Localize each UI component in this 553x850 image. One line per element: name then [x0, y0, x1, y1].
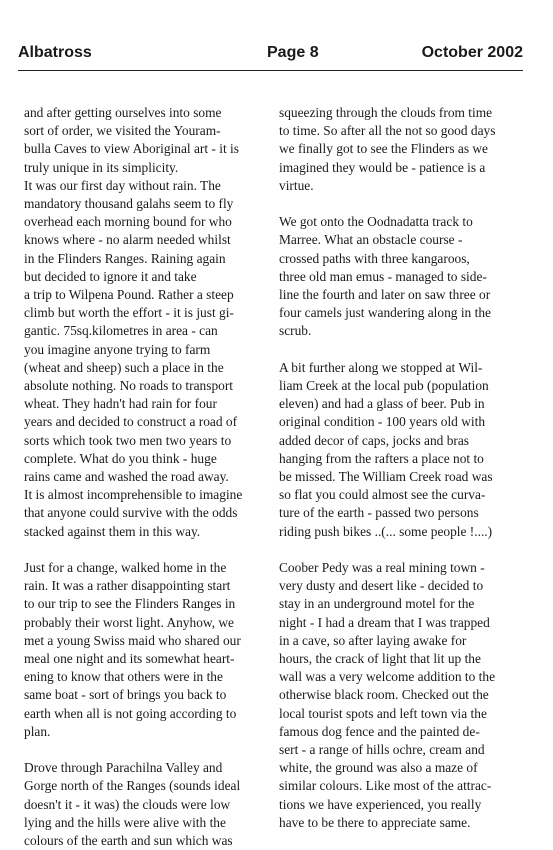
text-line: sorts which took two men two years to: [24, 432, 232, 448]
text-line: hanging from the rafters a place not to: [279, 450, 484, 466]
text-line: Drove through Parachilna Valley and: [24, 760, 223, 776]
text-line: famous dog fence and the painted de-: [279, 723, 480, 739]
paragraph-gap: [279, 341, 519, 359]
text-line: three old man emus - managed to side-: [279, 268, 487, 284]
text-line: local tourist spots and left town via the: [279, 705, 487, 721]
text-line: same boat - sort of brings you back to: [24, 687, 227, 703]
paragraph: [279, 359, 519, 541]
text-line: sort of order, we visited the Youram-: [24, 123, 221, 139]
text-line: meal one night and its somewhat heart-: [24, 651, 235, 667]
text-line: rains came and washed the road away.: [24, 469, 229, 485]
text-line: scrub.: [279, 323, 312, 339]
text-line: a trip to Wilpena Pound. Rather a steep: [24, 287, 234, 303]
text-line: otherwise black room. Checked out the: [279, 687, 489, 703]
text-line: and after getting ourselves into some: [24, 105, 222, 120]
issue-date: October 2002: [421, 44, 523, 61]
text-line: similar colours. Like most of the attrac-: [279, 778, 492, 794]
text-line: squeezing through the clouds from time: [279, 105, 493, 120]
text-line: It is almost incomprehensible to imagine: [24, 487, 243, 503]
text-line: in the Flinders Ranges. Raining again: [24, 250, 226, 266]
text-line: truly unique in its simplicity.: [24, 159, 179, 175]
text-line: but decided to ignore it and take: [24, 268, 197, 284]
text-line: very dusty and desert like - decided to: [279, 578, 484, 594]
text-line: tions we have experienced, you really: [279, 796, 482, 812]
paragraph: [279, 213, 519, 340]
text-line: be missed. The William Creek road was: [279, 469, 493, 485]
text-line: complete. What do you think - huge: [24, 450, 217, 466]
text-line: stay in an underground motel for the: [279, 596, 475, 612]
text-line: probably their worst light. Anyhow, we: [24, 614, 235, 630]
text-line: Just for a change, walked home in the: [24, 560, 227, 576]
paragraph-gap: [24, 741, 266, 759]
text-line: to time. So after all the not so good days: [279, 123, 496, 139]
text-line: hours, the crack of light that lit up the: [279, 651, 481, 667]
text-line: rain. It was a rather disappointing start: [24, 578, 231, 594]
paragraph-gap: [24, 541, 266, 559]
text-line: liam Creek at the local pub (population: [279, 378, 489, 394]
page-number: Page 8: [267, 44, 319, 61]
newsletter-title: Albatross: [18, 44, 92, 61]
text-line: A bit further along we stopped at Wil-: [279, 359, 483, 375]
text-line: sert - a range of hills ochre, cream and: [279, 742, 485, 758]
paragraph: [24, 759, 266, 850]
text-line: (wheat and sheep) such a place in the: [24, 359, 224, 375]
text-line: that anyone could survive with the odds: [24, 505, 238, 521]
text-line: line the fourth and later on saw three or: [279, 287, 491, 303]
text-line: in a cave, so after laying awake for: [279, 632, 467, 648]
text-line: eleven) and had a glass of beer. Pub in: [279, 396, 485, 412]
text-line: earth when all is not going according to: [24, 705, 237, 721]
left-column: [24, 104, 266, 850]
text-line: crossed paths with three kangaroos,: [279, 250, 470, 266]
text-line: Gorge north of the Ranges (sounds ideal: [24, 778, 241, 794]
paragraph: [24, 104, 266, 541]
text-line: climb but worth the effort - it is just gi-: [24, 305, 234, 321]
text-line: four camels just wandering along in the: [279, 305, 491, 321]
text-line: have to be there to appreciate same.: [279, 814, 471, 830]
text-line: virtue.: [279, 177, 314, 193]
text-line: so flat you could almost see the curva-: [279, 487, 486, 503]
text-line: doesn't it - it was) the clouds were low: [24, 796, 231, 812]
text-line: ture of the earth - passed two persons: [279, 505, 479, 521]
paragraph: [279, 559, 519, 832]
text-line: absolute nothing. No roads to transport: [24, 378, 234, 394]
page-header: [18, 44, 523, 66]
text-line: colours of the earth and sun which was: [24, 833, 233, 849]
text-line: overhead each morning bound for who: [24, 214, 232, 230]
text-line: knows where - no alarm needed whilst: [24, 232, 231, 248]
text-line: imagined they would be - patience is a: [279, 159, 486, 175]
paragraph: [24, 559, 266, 741]
header-divider: [18, 70, 523, 71]
text-line: original condition - 100 years old with: [279, 414, 486, 430]
text-line: wheat. They hadn't had rain for four: [24, 396, 217, 412]
text-line: We got onto the Oodnadatta track to: [279, 214, 473, 230]
text-line: lying and the hills were alive with the: [24, 814, 226, 830]
text-line: Coober Pedy was a real mining town -: [279, 560, 485, 576]
paragraph-gap: [279, 195, 519, 213]
paragraph-gap: [279, 541, 519, 559]
text-line: night - I had a dream that I was trapped: [279, 614, 490, 630]
text-line: you imagine anyone trying to farm: [24, 341, 211, 357]
text-line: years and decided to construct a road of: [24, 414, 238, 430]
text-line: bulla Caves to view Aboriginal art - it is: [24, 141, 239, 157]
text-line: added decor of caps, jocks and bras: [279, 432, 469, 448]
paragraph: [279, 104, 519, 195]
text-line: It was our first day without rain. The: [24, 177, 221, 193]
text-line: stacked against them in this way.: [24, 523, 201, 539]
text-line: met a young Swiss maid who shared our: [24, 632, 241, 648]
text-line: to our trip to see the Flinders Ranges in: [24, 596, 236, 612]
text-line: we finally got to see the Flinders as we: [279, 141, 488, 157]
text-line: white, the ground was also a maze of: [279, 760, 478, 776]
text-line: ening to know that others were in the: [24, 669, 223, 685]
text-line: riding push bikes ..(... some people !....): [279, 523, 493, 539]
text-line: mandatory thousand galahs seem to fly: [24, 196, 234, 212]
right-column: [279, 104, 519, 832]
text-line: wall was a very welcome addition to the: [279, 669, 496, 685]
text-line: plan.: [24, 723, 51, 739]
text-line: Marree. What an obstacle course -: [279, 232, 463, 248]
text-line: gantic. 75sq.kilometres in area - can: [24, 323, 218, 339]
